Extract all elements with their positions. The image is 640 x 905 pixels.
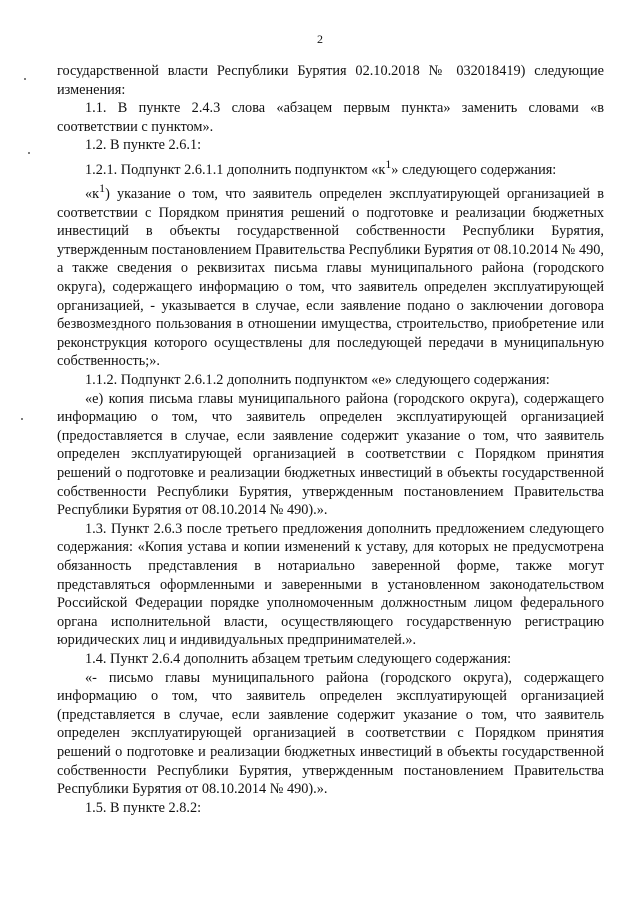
scan-speck [24, 78, 26, 80]
superscript: 1 [99, 181, 106, 196]
superscript: 1 [385, 156, 392, 171]
paragraph-1-3: 1.3. Пункт 2.6.3 после третьего предложения дополнить предложением следующего содержания: «Копия устава и копии изменений к уставу, для которых не предусмотрена обязанность представления в нотариально заверенной форме, также могут представляться оформленными и заверенными в установленном законодательством Российской Федерации порядке уполномоченным должностным лицом федерального органа исполнительной власти, осуществляющего государственную регистрацию юридических лиц и индивидуальных предпринимателей.». [57, 520, 604, 649]
quoted-subparagraph-e: «е) копия письма главы муниципального района (городского округа), содержащего информацию о том, что заявитель определен эксплуатирующей организацией (предоставляется в случае, если заявление содержит указание о том, что заявитель определен эксплуатирующей организацией в соответствии с Порядком принятия решений о подготовке и реализации бюджетных инвестиций в объекты государственной собственности Республики Бурятия, утвержденным постановлением Правительства Республики Бурятия от 08.10.2014 № 490).». [57, 390, 604, 519]
paragraph-text: » следующего содержания: [391, 161, 557, 178]
paragraph-1-1: 1.1. В пункте 2.4.3 слова «абзацем первым пункта» заменить словами «в соответствии с пунктом». [57, 100, 604, 135]
document-body [57, 62, 604, 817]
paragraph-1-4: 1.4. Пункт 2.6.4 дополнить абзацем третьим следующего содержания: [85, 650, 512, 667]
paragraph-text: «к [85, 186, 100, 203]
scan-speck [28, 152, 30, 154]
paragraph-1-2-1 [57, 155, 604, 179]
paragraph-text: 1.2.1. Подпункт 2.6.1.1 дополнить подпунктом «к [85, 161, 386, 178]
scan-speck [21, 418, 23, 420]
paragraph-1-2: 1.2. В пункте 2.6.1: [85, 137, 202, 154]
quoted-paragraph-letter: «- письмо главы муниципального района (городского округа), содержащего информацию о том, что заявитель определен эксплуатирующей организацией (представляется в случае, если заявление содержит указание о том, что заявитель определен эксплуатирующей организацией в соответствии с Порядком принятия решений о подготовке и реализации бюджетных инвестиций в объекты государственной собственности Республики Бурятия, утвержденным постановлением Правительства Республики Бурятия от 08.10.2014 № 490).». [57, 669, 604, 798]
paragraph-1-1-2: 1.1.2. Подпункт 2.6.1.2 дополнить подпунктом «е» следующего содержания: [85, 372, 550, 389]
paragraph: государственной власти Республики Бурятия 02.10.2018 № 032018419) следующие изменения: [57, 63, 604, 98]
paragraph-1-5: 1.5. В пункте 2.8.2: [85, 799, 202, 816]
quoted-subparagraph-k1 [57, 179, 604, 371]
page-number: 2 [317, 32, 323, 46]
paragraph-text: ) указание о том, что заявитель определен эксплуатирующей организацией в соответствии с Порядком принятия решений о подготовке и реализации бюджетных инвестиций в объекты государственной собственности Республики Бурятия, утвержденным постановлением Правительства Республики Бурятия от 08.10.2014 № 490, а также сведения о реквизитах письма главы муниципального района (городского округа), содержащего информацию о том, что заявитель определен эксплуатирующей организацией, - указывается в случае, если заявление подано о заключении договора безвозмездного пользования в отношении имущества, строительство, приобретение или реконструкция которого осуществлены для последующей передачи в муниципальную собственность;». [57, 186, 604, 370]
